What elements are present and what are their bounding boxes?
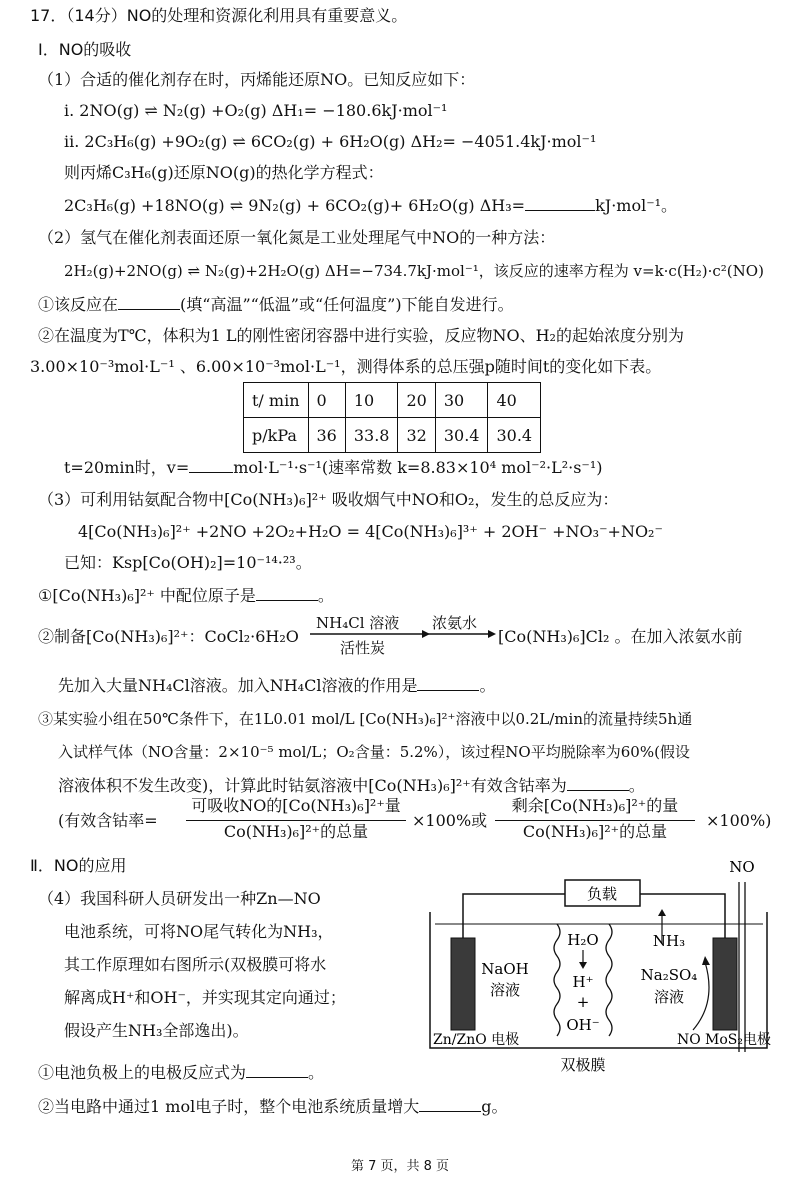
q2-sub2-line1: ②在温度为T℃，体积为1 L的刚性密闭容器中进行实验，反应物NO、H₂的起始浓度分别为 [38, 326, 684, 345]
up-arrow-head [658, 909, 666, 916]
q2-sub1 [38, 294, 514, 315]
table-cell: 40 [488, 383, 541, 418]
table-cell: 10 [345, 383, 398, 418]
table-cell: 30 [435, 383, 488, 418]
note-pre: (有效含钴率= [58, 811, 158, 830]
q2-sub1-pre: ①该反应在 [38, 295, 119, 314]
q3-sub3-blank[interactable] [567, 775, 629, 791]
q3-reaction: 4[Co(NH₃)₆]²⁺ +2NO +2O₂+H₂O = 4[Co(NH₃)₆]³⁺ + 2OH⁻ +NO₃⁻+NO₂⁻ [78, 522, 663, 541]
q3-sub3-line2: 入试样气体（NO含量：2×10⁻⁵ mol/L；O₂含量：5.2%），该过程NO平均脱除率为60%(假设 [58, 743, 690, 761]
frac1-bar [186, 820, 406, 821]
q4-sub2-blank[interactable] [419, 1096, 481, 1112]
arrow2-top-label: 浓氨水 [432, 614, 478, 632]
q1-equation-unit: kJ·mol⁻¹。 [595, 196, 678, 215]
gas-tube [739, 882, 745, 1052]
q3-intro: （3）可利用钴氨配合物中[Co(NH₃)₆]²⁺ 吸收烟气中NO和O₂，发生的总反应为： [38, 490, 619, 509]
q3-sub1-pre: ①[Co(NH₃)₆]²⁺ 中配位原子是 [38, 586, 256, 605]
q4-sub2-pre: ②当电路中通过1 mol电子时，整个电池系统质量增大 [38, 1097, 420, 1116]
q1-reaction-i: i. 2NO(g) ⇌ N₂(g) +O₂(g) ΔH₁= −180.6kJ·mol⁻¹ [64, 101, 448, 120]
q4-sub2-post: g。 [481, 1097, 508, 1116]
cathode-label: MoS₂电极 [705, 1032, 771, 1048]
part1-title: Ⅰ．NO的吸收 [38, 40, 132, 59]
page-footer: 第 7 页，共 8 页 [350, 1159, 450, 1174]
membrane-label: 双极膜 [560, 1056, 606, 1074]
q1-reaction-ii: ii. 2C₃H₆(g) +9O₂(g) ⇌ 6CO₂(g) + 6H₂O(g) ΔH₂= −4051.4kJ·mol⁻¹ [64, 132, 597, 151]
frac2-bar [495, 820, 695, 821]
q1-prompt: 则丙烯C₃H₆(g)还原NO(g)的热化学方程式： [64, 163, 384, 182]
q2-rate [64, 457, 603, 478]
q4-sub1-blank[interactable] [246, 1062, 308, 1078]
q2-rate-post: mol·L⁻¹·s⁻¹(速率常数 k=8.83×10⁴ mol⁻²·L²·s⁻¹) [233, 458, 603, 477]
frac2-numerator: 剩余[Co(NH₃)₆]²⁺的量 [511, 796, 679, 815]
table-row [244, 383, 541, 418]
part2-title: Ⅱ．NO的应用 [30, 856, 127, 875]
q3-sub3-line3 [58, 775, 645, 796]
nh3-label: NH₃ [652, 932, 686, 950]
q2-rate-pre: t=20min时，v= [64, 458, 190, 477]
table-cell: 30.4 [435, 418, 488, 453]
frac1-denominator: Co(NH₃)₆]²⁺的总量 [223, 822, 369, 841]
table-header-cell: p/kPa [244, 418, 309, 453]
no-top-label: NO [729, 858, 755, 876]
membrane-right [606, 924, 612, 1036]
q3-sub2-blank[interactable] [417, 675, 479, 691]
wire-left [463, 894, 565, 938]
q2-intro: （2）氢气在催化剂表面还原一氧化氮是工业处理尾气中NO的一种方法： [38, 228, 556, 247]
q1-answer-blank[interactable] [525, 195, 595, 211]
zn-electrode [451, 938, 475, 1030]
q3-sub3-line3-pre: 溶液体积不发生改变)，计算此时钴氨溶液中[Co(NH₃)₆]²⁺有效含钴率为 [58, 776, 567, 795]
q3-ksp: 已知：Ksp[Co(OH)₂]=10⁻¹⁴·²³。 [64, 553, 312, 572]
frac1-numerator: 可吸收NO的[Co(NH₃)₆]²⁺量 [191, 796, 401, 815]
table-cell: 30.4 [488, 418, 541, 453]
naoh-label: NaOH [481, 960, 529, 978]
q4-sub1-pre: ①电池负极上的电极反应式为 [38, 1063, 247, 1082]
q4-line1: （4）我国科研人员研发出一种Zn—NO [38, 889, 321, 908]
q3-sub2-line2-post: 。 [479, 676, 496, 695]
q3-sub1-post: 。 [317, 586, 334, 605]
pressure-table [243, 382, 541, 453]
q3-sub3-line3-post: 。 [628, 776, 645, 795]
na2so4-label: Na₂SO₄ [640, 966, 698, 984]
mos2-electrode [713, 938, 737, 1030]
q1-equation-left: 2C₃H₆(g) +18NO(g) ⇌ 9N₂(g) + 6CO₂(g)+ 6H₂O(g) ΔH₃= [64, 196, 526, 215]
question-heading: 17．（14分）NO的处理和资源化利用具有重要意义。 [30, 6, 408, 25]
h-plus-label: H⁺ [572, 973, 594, 991]
arrow1-bottom-label: 活性炭 [340, 639, 386, 657]
q3-sub2-line2 [58, 675, 495, 696]
plus-label: + [576, 993, 590, 1011]
q4-line5: 假设产生NH₃全部逸出)。 [64, 1021, 249, 1040]
battery-diagram [425, 852, 775, 1082]
q3-sub2-line2-pre: 先加入大量NH₄Cl溶液。加入NH₄Cl溶液的作用是 [58, 676, 418, 695]
table-cell: 0 [308, 383, 345, 418]
note-mid: ×100%或 [412, 811, 488, 830]
q1-equation [64, 195, 677, 216]
anode-label: Zn/ZnO 电极 [433, 1032, 520, 1048]
q2-rate-blank[interactable] [189, 457, 233, 473]
frac2-denominator: Co(NH₃)₆]²⁺的总量 [522, 822, 668, 841]
h2o-label: H₂O [567, 931, 599, 949]
q4-line3: 其工作原理如右图所示(双极膜可将水 [64, 955, 327, 974]
q2-sub1-post: (填“高温”“低温”或“任何温度”)下能自发进行。 [180, 295, 514, 314]
no-bottom-label: NO [677, 1032, 701, 1048]
oh-minus-label: OH⁻ [566, 1016, 600, 1034]
membrane-left [554, 924, 560, 1036]
table-cell: 36 [308, 418, 345, 453]
q4-sub2 [38, 1096, 507, 1117]
table-cell: 32 [398, 418, 435, 453]
q2-sub1-blank[interactable] [118, 294, 180, 310]
na2so4-solution-label: 溶液 [653, 988, 685, 1006]
table-header-cell: t/ min [244, 383, 309, 418]
q4-sub1 [38, 1062, 324, 1083]
note-post: ×100%) [706, 811, 772, 830]
reaction-arrow-2 [428, 628, 496, 640]
q4-line4: 解离成H⁺和OH⁻，并实现其定向通过； [64, 988, 346, 1007]
q3-sub3-line1: ③某实验小组在50℃条件下，在1L0.01 mol/L [Co(NH₃)₆]²⁺溶液中以0.2L/min的流量持续5h通 [38, 710, 693, 728]
q3-sub1 [38, 585, 334, 606]
q3-sub1-blank[interactable] [256, 585, 318, 601]
down-arrow-head [579, 962, 587, 969]
load-label: 负载 [586, 885, 618, 903]
table-cell: 33.8 [345, 418, 398, 453]
q2-reaction: 2H₂(g)+2NO(g) ⇌ N₂(g)+2H₂O(g) ΔH=−734.7kJ·mol⁻¹，该反应的速率方程为 v=k·c(H₂)·c²(NO) [64, 262, 764, 280]
q4-line2: 电池系统，可将NO尾气转化为NH₃， [64, 922, 334, 941]
naoh-solution-label: 溶液 [489, 981, 521, 999]
arrow1-top-label: NH₄Cl 溶液 [316, 614, 400, 632]
curved-arrow-head [702, 956, 710, 965]
q4-sub1-post: 。 [308, 1063, 325, 1082]
table-cell: 20 [398, 383, 435, 418]
q3-sub2-post: [Co(NH₃)₆]Cl₂ 。在加入浓氨水前 [498, 627, 743, 646]
q1-intro: （1）合适的催化剂存在时，丙烯能还原NO。已知反应如下： [38, 70, 476, 89]
q2-sub2-line2: 3.00×10⁻³mol·L⁻¹ 、6.00×10⁻³mol·L⁻¹，测得体系的总压强p随时间t的变化如下表。 [30, 357, 662, 376]
table-row [244, 418, 541, 453]
q3-sub2-pre: ②制备[Co(NH₃)₆]²⁺：CoCl₂·6H₂O [38, 627, 299, 646]
